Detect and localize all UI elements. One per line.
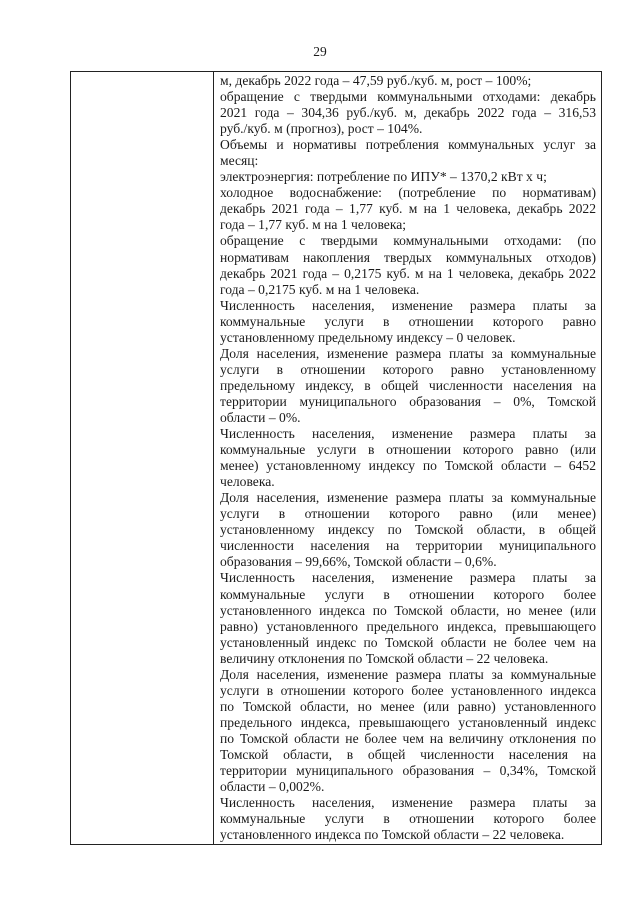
text-line: коммунальные услуги в отношении которого равно xyxy=(220,313,596,329)
text-line: территории муниципального образования – 0%, Томской xyxy=(220,393,596,409)
text-line: нормативам накопления твердых коммунальных отходов) xyxy=(220,249,596,265)
text-line: Доля населения, изменение размера платы за коммунальные xyxy=(220,490,596,506)
text-line: услуги в отношении которого более установленного индекса xyxy=(220,682,596,698)
text-line: услуги в отношении которого равно установленному xyxy=(220,361,596,377)
page-number: 29 xyxy=(313,44,327,59)
document-table xyxy=(70,71,602,845)
text-line: установленный индекс по Томской области не более чем на xyxy=(220,634,596,650)
text-line: установленному индексу по Томской области, в общей xyxy=(220,522,596,538)
text-line: 2021 года – 304,36 руб./куб. м, декабрь 2022 года – 316,53 xyxy=(220,105,596,121)
table-left-cell xyxy=(71,72,214,844)
text-line: установленному предельному индексу – 0 человек. xyxy=(220,329,516,345)
text-line: коммунальные услуги в отношении которого более xyxy=(220,811,596,827)
text-line: равно) установленного предельного индекса, превышающего xyxy=(220,618,596,634)
text-line: предельному индексу, в общей численности населения на xyxy=(220,377,596,393)
text-line: коммунальные услуги в отношении которого более xyxy=(220,586,596,602)
text-line: Доля населения, изменение размера платы за коммунальные xyxy=(220,345,596,361)
text-line: коммунальные услуги в отношении которого равно (или xyxy=(220,442,596,458)
text-line: электроэнергия: потребление по ИПУ* – 1370,2 кВт х ч; xyxy=(220,169,547,185)
text-line: области – 0,002%. xyxy=(220,779,325,795)
text-line: декабрь 2021 года – 1,77 куб. м на 1 человека, декабрь 2022 xyxy=(220,201,596,217)
text-line: года – 0,2175 куб. м на 1 человека. xyxy=(220,281,420,297)
text-line: области – 0%. xyxy=(220,409,301,425)
text-line: Численность населения, изменение размера платы за xyxy=(220,297,596,313)
text-line: обращение с твердыми коммунальными отходами: декабрь xyxy=(220,89,596,105)
text-line: образования – 99,66%, Томской области – 0,6%. xyxy=(220,554,497,570)
text-line: установленного индекса по Томской области, но менее (или xyxy=(220,602,596,618)
text-line: менее) установленному индексу по Томской области – 6452 xyxy=(220,458,596,474)
text-line: руб./куб. м (прогноз), рост – 104%. xyxy=(220,121,423,137)
text-line: по Томской области, но менее (или равно) установленного xyxy=(220,698,596,714)
table-right-cell xyxy=(214,72,601,844)
text-line: декабрь 2021 года – 0,2175 куб. м на 1 человека, декабрь 2022 xyxy=(220,265,596,281)
text-line: Доля населения, изменение размера платы за коммунальные xyxy=(220,666,596,682)
text-line: м, декабрь 2022 года – 47,59 руб./куб. м, рост – 100%; xyxy=(220,73,532,88)
text-line: предельного индекса, превышающего установленный индекс xyxy=(220,714,596,730)
text-line: холодное водоснабжение: (потребление по нормативам) xyxy=(220,185,596,201)
text-line: месяц: xyxy=(220,153,259,169)
text-line: Томской области, в общей численности населения на xyxy=(220,746,596,762)
text-line: по Томской области не более чем на величину отклонения по xyxy=(220,730,596,746)
text-line: территории муниципального образования – 0,34%, Томской xyxy=(220,763,596,779)
text-line: года – 1,77 куб. м на 1 человека; xyxy=(220,217,407,233)
text-line: обращение с твердыми коммунальными отходами: (по xyxy=(220,233,596,249)
text-line: величину отклонения по Томской области – 22 человека. xyxy=(220,650,549,666)
text-line: Численность населения, изменение размера платы за xyxy=(220,795,596,811)
text-line: человека. xyxy=(220,474,275,490)
text-line: услуги в отношении которого равно (или менее) xyxy=(220,506,596,522)
text-line: Численность населения, изменение размера платы за xyxy=(220,570,596,586)
text-line: Численность населения, изменение размера платы за xyxy=(220,426,596,442)
text-line: Объемы и нормативы потребления коммунальных услуг за xyxy=(220,137,596,153)
text-line: численности населения на территории муниципального xyxy=(220,538,596,554)
text-line: установленного индекса по Томской области – 22 человека. xyxy=(220,827,565,843)
